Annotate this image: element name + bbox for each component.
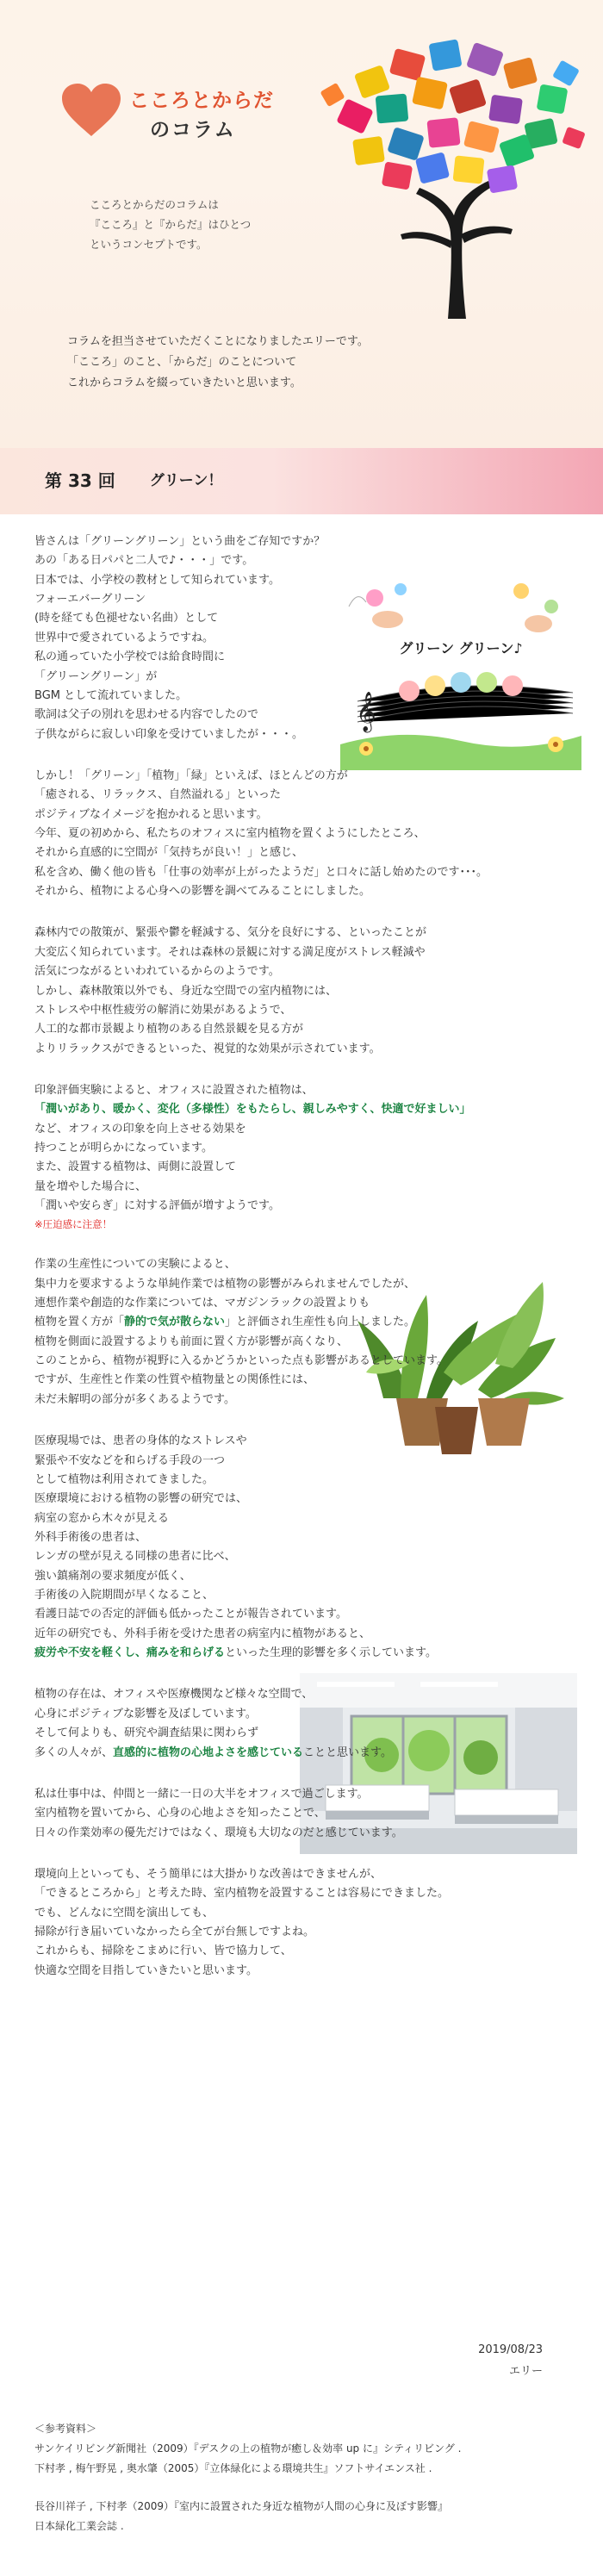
text-line: しかし！「グリーン」「植物」「緑」といえば、ほとんどの方が [34,768,348,782]
author-name: エリー [508,2364,543,2378]
paragraph-8 [34,1785,577,1843]
text-fragment: 植物を置く方が「 [34,1316,125,1329]
signature [478,2340,543,2382]
column-title-bar [0,448,603,514]
paragraph-1 [34,532,577,744]
text-line: 日本では、小学校の教材として知られています。 [34,573,280,587]
paragraph-7 [34,1685,577,1762]
text-line: 掃除が行き届いていなかったら全てが台無しですよね。 [34,1926,315,1939]
brand-logo-text [129,86,274,145]
text-line: 「癒される、リラックス、自然溢れる」といった [34,788,282,802]
concept-line: というコンセプトです。 [90,238,208,252]
text-line: BGM として流れていました。 [34,688,188,702]
text-line: 皆さんは「グリーングリーン」という曲をご存知ですか？ [34,535,326,548]
concept-line: こころとからだのコラムは [90,198,219,211]
paragraph-3 [34,924,577,1059]
text-line: 手術後の入院期間が早くなること、 [34,1589,214,1602]
text-line: 作業の生産性についての実験によると、 [34,1258,236,1272]
text-line: 環境向上といっても、そう簡単には大掛かりな改善はできませんが、 [34,1867,382,1881]
concept-text [90,195,251,254]
paragraph-4 [34,1081,577,1233]
text-fragment: 」と評価され生産性も向上しました。 [225,1316,416,1329]
text-line: 「できるところから」と考えた時、室内植物を設置することは容易にできました。 [34,1887,450,1901]
spacer [34,2478,586,2497]
text-line [34,1644,577,1663]
intro-line: これからコラムを綴っていきたいと思います。 [67,376,302,390]
song-label: グリーン グリーン♪ [399,640,523,656]
text-line: 「潤いや安らぎ」に対する評価が増すようです。 [34,1199,280,1213]
text-line: レンガの壁が見える同様の患者に比べ、 [34,1550,236,1564]
text-line: 大変広く知られています。それは森林の景観に対する満足度がストレス軽減や [34,945,426,959]
concept-line: 『こころ』と『からだ』はひとつ [90,218,252,232]
text-line: 印象評価実験によると、オフィスに設置された植物は、 [34,1083,314,1097]
reference-item: 下村孝 , 梅午野晃 , 奥水肇（2005）『立体緑化による環境共生』ソフトサイエンス社 . [34,2461,432,2474]
text-line: 私は仕事中は、仲間と一緒に一日の大半をオフィスで過ごします。 [34,1787,369,1801]
text-line: 今年、夏の初めから、私たちのオフィスに室内植物を置くようにしたところ、 [34,827,426,841]
text-line: ストレスや中枢性疲労の解消に効果があるようで、 [34,1003,292,1017]
paragraph-2 [34,767,577,902]
text-line: 「グリーングリーン」が [34,669,158,683]
intro-line: コラムを担当させていただくことになりましたエリーです。 [67,335,369,348]
emphasis-impression: 「潤いがあり、暖かく、変化（多様性）をもたらし、親しみやすく、快適で好ましい」 [34,1103,471,1117]
text-line: それから、植物による心身への影響を調べてみることにしました。 [34,885,371,899]
text-line: 私の通っていた小学校では給食時間に [34,650,226,664]
paragraph-5 [34,1255,577,1409]
warning-note: ※圧迫感に注意！ [34,1217,113,1230]
text-line: 持つことが明らかになっています。 [34,1142,213,1155]
text-line: このことから、植物が視野に入るかどうかといった点も影響があるとしています。 [34,1354,448,1368]
reference-item: サンケイリビング新聞社（2009）『デスクの上の植物が癒し＆効率 up に』シティリビング . [34,2442,462,2455]
text-fragment: 多くの人々が、 [34,1745,114,1759]
brand-line-1: こころとからだ [129,90,274,112]
text-line: 量を増やした場合に、 [34,1179,147,1193]
paragraph-9 [34,1865,577,1981]
text-line: また、設置する植物は、両側に設置して [34,1160,237,1174]
text-line: 世界中で愛されているようですね。 [34,631,214,644]
column-number: 第 33 回 [45,470,115,492]
svg-text:𝄞: 𝄞 [356,692,376,731]
text-line: 森林内での散策が、緊張や鬱を軽減する、気分を良好にする、といったことが [34,926,427,940]
text-line: 緊張や不安などを和らげる手段の一つ [34,1453,226,1467]
text-line: など、オフィスの印象を向上させる効果を [34,1122,246,1136]
column-title: グリーン！ [149,471,223,489]
text-line: 連想作業や創造的な作業については、マガジンラックの設置よりも [34,1296,370,1310]
text-line: あの「ある日パパと二人で♪・・・」です。 [34,554,254,568]
text-fragment: といった生理的影響を多く示しています。 [225,1646,437,1660]
text-line: フォーエバーグリーン [34,593,146,607]
emphasis-productivity: 静的で気が散らない [124,1316,226,1329]
text-line: 強い鎮痛剤の要求頻度が低く、 [34,1569,191,1583]
text-fragment: ことと思います。 [303,1745,392,1759]
column-header [0,0,603,448]
text-line: ですが、生産性と作業の性質や植物量との関係性には、 [34,1373,315,1387]
text-line: それから直感的に空間が「気持ちが良い！」と感じ、 [34,846,304,860]
text-line: 病室の窓から木々が見える [34,1511,170,1525]
references-heading: ＜参考資料＞ [34,2423,97,2435]
text-line: 医療環境における植物の影響の研究では、 [34,1492,248,1506]
text-line: 日々の作業効率の優先だけではなく、環境も大切なのだと感じています。 [34,1826,403,1839]
text-line: よりリラックスができるといった、視覚的な効果が示されています。 [34,1042,381,1055]
text-line: 歌詞は父子の別れを思わせる内容でしたので [34,708,259,722]
text-line: 心身にポジティブな影響を及ぼしています。 [34,1707,257,1720]
reference-item: 日本緑化工業会誌 . [34,2520,124,2533]
text-line: これからも、掃除をこまめに行い、皆で協力して、 [34,1944,292,1958]
text-line: 集中力を要求するような単純作業では植物の影響がみられませんでしたが、 [34,1277,416,1291]
text-line: 植物を側面に設置するよりも前面に置く方が影響が高くなり、 [34,1335,349,1348]
column-intro [67,332,369,394]
text-line: 活気につながるといわれているからのようです。 [34,965,280,979]
puzzle-tree-illustration [306,34,599,319]
text-line: でも、どんなに空間を演出しても、 [34,1906,214,1920]
references [34,2419,586,2536]
text-line: 医療現場では、患者の身体的なストレスや [34,1434,247,1448]
puzzle-pieces [320,39,585,193]
text-line: ポジティブなイメージを抱かれると思います。 [34,807,268,821]
text-line: しかし、森林散策以外でも、身近な空間での室内植物には、 [34,984,338,998]
text-line: 未だ未解明の部分が多くあるようです。 [34,1392,235,1406]
text-line: 近年の研究でも、外科手術を受けた患者の病室内に植物があると、 [34,1627,371,1640]
article-body [34,532,577,2003]
text-line [34,1744,577,1763]
text-line: 人工的な都市景観より植物のある自然景観を見る方が [34,1023,304,1036]
reference-item: 長谷川祥子 , 下村孝（2009）『室内に設置された身近な植物が人間の心身に及ぼす影響』 [34,2500,448,2513]
text-line: 私を含め、働く他の皆も「仕事の効率が上がったようだ」と口々に話し始めたのです･･･。 [34,865,488,879]
intro-line: 「こころ」のこと、「からだ」のことについて [67,356,297,370]
brand-line-2: のコラム [150,119,236,142]
text-line: 看護日誌での否定的評価も低かったことが報告されています。 [34,1608,347,1621]
text-line: 植物の存在は、オフィスや医療機関など様々な空間で、 [34,1688,314,1702]
text-line: そして何よりも、研究や調査結果に関わらず [34,1727,259,1740]
text-line: (時を経ても色褪せない名曲）として [34,612,219,625]
post-date: 2019/08/23 [478,2343,543,2356]
text-line: 外科手術後の患者は、 [34,1530,147,1544]
text-line: 快適な空間を目指していきたいと思います。 [34,1963,258,1977]
text-line: 室内植物を置いてから、心身の心地よさを知ったことで、 [34,1807,326,1820]
paragraph-6 [34,1432,577,1663]
text-line [34,1313,577,1332]
heart-icon [60,83,122,138]
text-line: として植物は利用されてきました。 [34,1472,214,1486]
emphasis-intuition: 直感的に植物の心地よさを感じている [113,1745,304,1759]
emphasis-medical: 疲労や不安を軽くし、痛みを和らげる [34,1646,226,1660]
text-line: 子供ながらに寂しい印象を受けていましたが・・・。 [34,727,304,741]
